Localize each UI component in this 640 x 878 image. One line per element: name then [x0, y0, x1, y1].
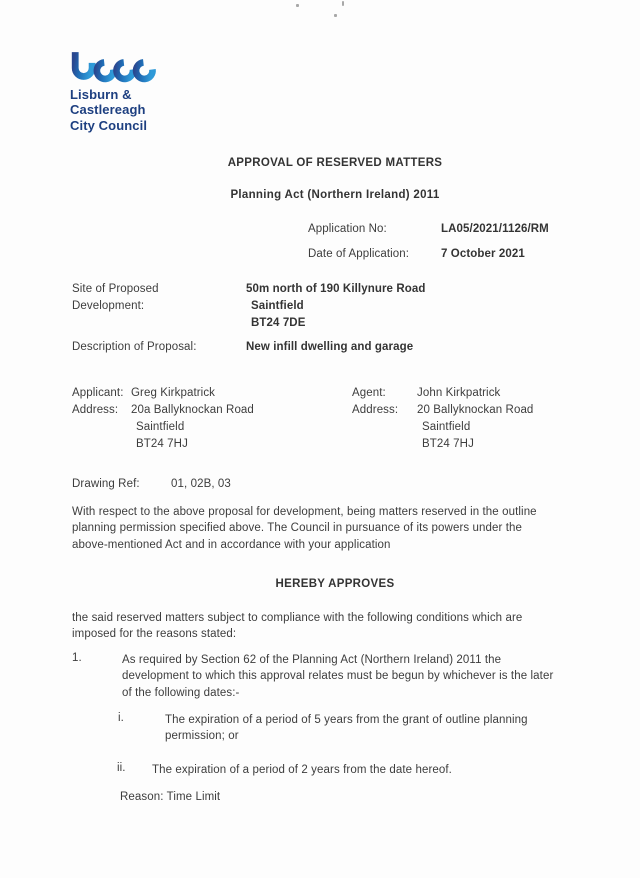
applicant-details	[131, 385, 254, 453]
council-logo	[70, 50, 165, 133]
agent-address-line: Saintfield	[422, 421, 471, 433]
intro-paragraph-line: above-mentioned Act and in accordance with your application	[72, 538, 391, 551]
agent-details	[417, 385, 533, 453]
intro-paragraph-line: planning permission specified above. The Council in pursuance of its powers under the	[72, 522, 523, 535]
condition-1-subitem-i-number: i.	[118, 712, 124, 724]
applicant-address-line: Saintfield	[136, 421, 185, 433]
site-address-line: 50m north of 190 Killynure Road	[246, 283, 426, 295]
document-subtitle: Planning Act (Northern Ireland) 2011	[230, 189, 440, 201]
description-label: Description of Proposal:	[72, 341, 197, 353]
application-no-label: Application No:	[308, 223, 387, 235]
agent-address-line: BT24 7HJ	[422, 438, 474, 450]
agent-address-label: Address:	[352, 404, 399, 416]
drawing-ref-value: 01, 02B, 03	[171, 478, 231, 490]
lccc-logo-mark	[70, 50, 165, 83]
logo-letter-c2	[115, 61, 134, 80]
condition-1-subitem-ii-number: ii.	[117, 762, 126, 774]
condition-1-text-line: development to which this approval relates must be begun by whichever is the later	[122, 670, 554, 683]
intro-paragraph	[72, 504, 577, 553]
subitem-ii-text-line: The expiration of a period of 2 years from the date hereof.	[152, 764, 452, 776]
agent-label: Agent:	[352, 387, 386, 399]
condition-1-number: 1.	[72, 652, 82, 664]
logo-letter-l	[75, 52, 92, 76]
condition-1-subitem-i-text	[165, 712, 585, 745]
scan-artifact-dot	[296, 4, 299, 7]
applicant-address-label: Address:	[72, 404, 119, 416]
conditions-intro-line: the said reserved matters subject to compliance with the following conditions which are	[72, 612, 523, 624]
site-address-line: Saintfield	[251, 300, 304, 312]
description-value: New infill dwelling and garage	[246, 341, 414, 353]
approves-heading: HEREBY APPROVES	[275, 578, 395, 590]
site-label	[72, 281, 159, 315]
application-date-label: Date of Application:	[308, 248, 410, 260]
council-logo-text	[70, 87, 165, 133]
logo-letter-c1	[96, 61, 115, 80]
intro-paragraph-line: With respect to the above proposal for development, being matters reserved in the outline	[72, 506, 537, 518]
council-name-line: Castlereagh	[70, 102, 146, 118]
council-name-line: City Council	[70, 117, 148, 133]
site-address	[246, 281, 425, 332]
conditions-intro-line: imposed for the reasons stated:	[72, 628, 237, 641]
application-no-value: LA05/2021/1126/RM	[441, 223, 549, 235]
applicant-name: Greg Kirkpatrick	[131, 387, 216, 399]
site-label-line: Development:	[72, 300, 145, 312]
applicant-address-line: 20a Ballyknockan Road	[131, 404, 254, 416]
subitem-i-text-line: The expiration of a period of 5 years from the grant of outline planning	[165, 714, 528, 726]
applicant-block	[72, 385, 124, 419]
agent-address-line: 20 Ballyknockan Road	[417, 404, 534, 416]
scan-artifact-dot	[334, 14, 337, 17]
council-name-line: Lisburn &	[70, 87, 132, 102]
condition-1-reason: Reason: Time Limit	[120, 791, 221, 803]
applicant-address-line: BT24 7HJ	[136, 438, 188, 450]
condition-1-text-line: of the following dates:-	[122, 686, 240, 699]
conditions-intro	[72, 610, 577, 643]
applicant-label: Applicant:	[72, 387, 124, 399]
condition-1-text	[122, 652, 582, 701]
logo-letter-c3	[135, 61, 154, 80]
condition-1-text-line: As required by Section 62 of the Planning Act (Northern Ireland) 2011 the	[122, 654, 502, 666]
drawing-ref-label: Drawing Ref:	[72, 478, 140, 490]
site-label-line: Site of Proposed	[72, 283, 159, 295]
document-title: APPROVAL OF RESERVED MATTERS	[227, 157, 443, 169]
site-address-line: BT24 7DE	[251, 317, 306, 329]
application-date-value: 7 October 2021	[441, 248, 525, 260]
condition-1-subitem-ii-text	[152, 762, 582, 778]
agent-block	[352, 385, 398, 419]
subitem-i-text-line: permission; or	[165, 730, 239, 743]
agent-name: John Kirkpatrick	[417, 387, 501, 399]
scan-artifact-dot	[342, 1, 344, 6]
